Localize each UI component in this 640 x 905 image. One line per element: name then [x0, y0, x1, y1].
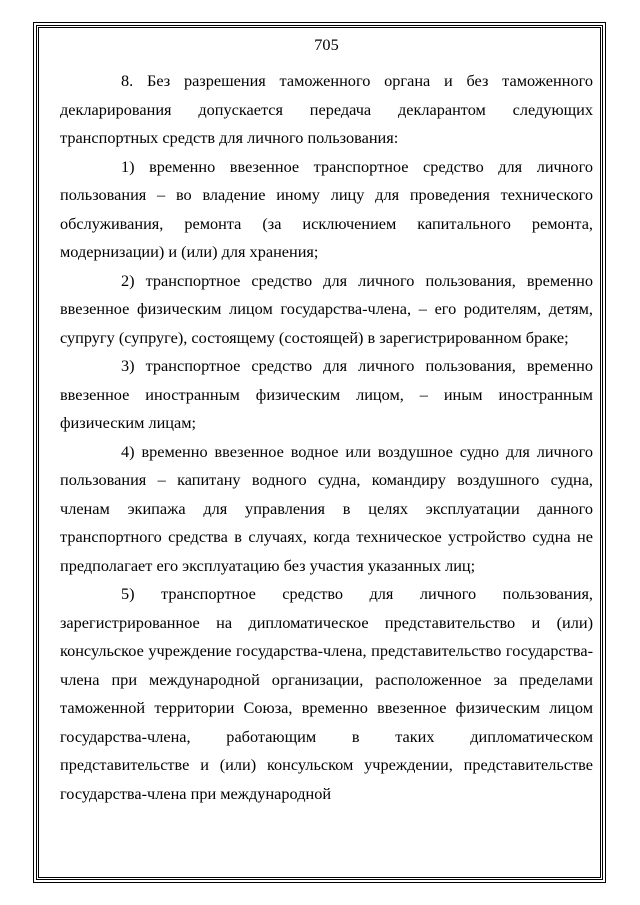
list-item-1: 1) временно ввезенное транспортное средство для личного пользования – во владение иному лицу для проведения технического обслуживания, ремонта (за исключением капитального ремонта, модернизации) и (или) для хранения; [60, 156, 593, 261]
paragraph-8: 8. Без разрешения таможенного органа и без таможенного декларирования допускается передача декларантом следующих транспортных средств для личного пользования: [60, 71, 593, 147]
list-item-4: 4) временно ввезенное водное или воздушное судно для личного пользования – капитану водного судна, командиру воздушного судна, членам экипажа для управления в целях эксплуатации данного транспортного средства в случаях, когда техническое устройство судна не предполагает его эксплуатацию без участия указанных лиц; [60, 441, 593, 575]
page-number: 705 [314, 35, 339, 54]
list-item-2: 2) транспортное средство для личного пользования, временно ввезенное физическим лицом государства-члена, – его родителям, детям, супругу (супруге), состоящему (состоящей) в зарегистрированном браке; [60, 270, 593, 347]
list-item-5: 5) транспортное средство для личного пользования, зарегистрированное на дипломатическое представительство и (или) консульское учреждение государства-члена, представительство государства-члена при международной организации, расположенное за пределами таможенной территории Союза, временно ввезенное физическим лицом государства-члена, работающим в таких дипломатическом представительстве и (или) консульском учреждении, представительстве государства-члена при международной [60, 584, 593, 803]
document-body [60, 31, 593, 808]
list-item-3: 3) транспортное средство для личного пользования, временно ввезенное иностранным физическим лицом, – иным иностранным физическим лицам; [60, 356, 593, 432]
